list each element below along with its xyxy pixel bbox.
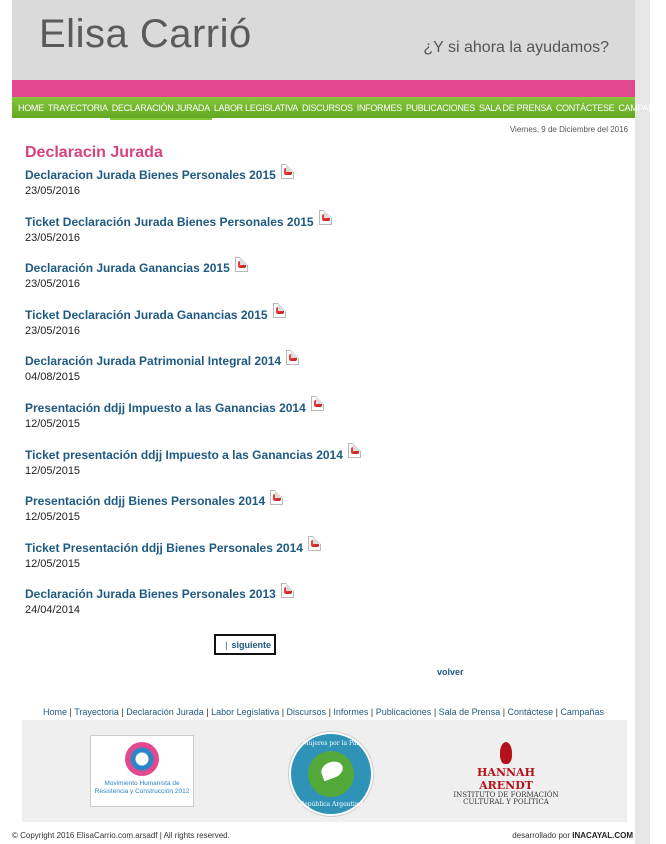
document-date: 23/05/2016 xyxy=(25,278,81,291)
pdf-icon[interactable] xyxy=(281,164,294,179)
tagline: ¿Y si ahora la ayudamos? xyxy=(423,39,609,56)
header xyxy=(12,0,635,80)
document-title: Declaración Jurada Bienes Personales 2013 xyxy=(25,587,276,602)
pdf-icon[interactable] xyxy=(273,303,286,318)
footer-link-trayectoria[interactable]: Trayectoria xyxy=(74,707,119,717)
document-link[interactable] xyxy=(25,214,332,229)
list-item xyxy=(25,166,585,213)
back-link[interactable]: volver xyxy=(437,667,464,677)
list-item xyxy=(25,539,585,586)
main-nav xyxy=(12,97,666,118)
list-item xyxy=(25,306,585,353)
document-date: 23/05/2016 xyxy=(25,185,81,197)
document-title: Presentación ddjj Bienes Personales 2014 xyxy=(25,494,266,509)
right-gutter xyxy=(635,0,650,844)
document-link[interactable] xyxy=(25,587,294,602)
document-link[interactable] xyxy=(25,540,321,555)
site-title[interactable]: Elisa Carrió xyxy=(39,12,252,56)
accent-bar xyxy=(12,80,635,97)
copyright: © Copyright 2016 ElisaCarrio.com.arsadf | All rights reserved. xyxy=(12,831,230,840)
nav-sala-de-prensa[interactable]: SALA DE PRENSA xyxy=(478,102,552,113)
document-link[interactable] xyxy=(25,400,324,415)
document-date: 04/08/2015 xyxy=(25,371,81,384)
document-date: 12/05/2015 xyxy=(25,557,81,570)
footer-link-labor-legislativa[interactable]: Labor Legislativa xyxy=(211,707,280,717)
list-item xyxy=(25,585,585,632)
pdf-icon[interactable] xyxy=(319,210,332,225)
list-item xyxy=(25,259,585,306)
footer-link-discursos[interactable]: Discursos xyxy=(286,707,327,717)
nav-publicaciones[interactable]: PUBLICACIONES xyxy=(405,102,475,113)
movimiento-humanista-logo[interactable] xyxy=(90,735,194,807)
list-item xyxy=(25,446,585,493)
document-title: Ticket Declaración Jurada Bienes Personales 2015 xyxy=(25,214,314,229)
pdf-icon[interactable] xyxy=(270,490,283,505)
logo-ring-text: Mujeres por la Paz xyxy=(302,740,360,747)
document-date: 12/05/2015 xyxy=(25,464,81,477)
section-title: Declaracin Jurada xyxy=(25,144,163,161)
document-title: Declaracion Jurada Bienes Personales 2015 xyxy=(25,168,276,182)
document-title: Ticket Declaración Jurada Ganancias 2015 xyxy=(25,307,268,322)
pagination xyxy=(214,634,276,655)
document-link[interactable] xyxy=(25,494,283,509)
logo-ring-text-bottom: República Argentina xyxy=(299,801,363,808)
document-title: Presentación ddjj Impuesto a las Ganancias 2014 xyxy=(25,400,306,415)
nav-labor-legislativa[interactable]: LABOR LEGISLATIVA xyxy=(213,102,298,113)
document-date: 23/05/2016 xyxy=(25,231,81,244)
page xyxy=(12,0,666,844)
document-title: Ticket Presentación ddjj Bienes Personales 2014 xyxy=(25,540,303,555)
mujeres-por-la-paz-logo[interactable] xyxy=(289,732,373,816)
pdf-icon[interactable] xyxy=(348,443,361,458)
footer-link-sala-de-prensa[interactable]: Sala de Prensa xyxy=(438,707,501,717)
pdf-icon[interactable] xyxy=(235,257,248,272)
document-title: Ticket presentación ddjj Impuesto a las Ganancias 2014 xyxy=(25,447,343,462)
document-list xyxy=(25,166,585,632)
document-title: Declaración Jurada Patrimonial Integral 2014 xyxy=(25,354,282,369)
footer-link-contactese[interactable]: Contáctese xyxy=(507,707,554,717)
list-item xyxy=(25,213,585,260)
footer-nav: Home | Trayectoria | Declaración Jurada | Labor Legislativa | Discursos | Informes | Publicaciones | Sala de Prensa | Contáctese | Campañas xyxy=(43,707,604,717)
nav-campanas[interactable]: CAMPAÑAS xyxy=(618,102,666,113)
logo-caption: Movimiento Humanista de Resistencia y Construcción 2012 xyxy=(94,780,190,795)
logo-name: HANNAH ARENDT xyxy=(477,766,535,792)
nav-informes[interactable]: INFORMES xyxy=(356,102,402,113)
pdf-icon[interactable] xyxy=(286,350,299,365)
developer-credit[interactable] xyxy=(512,831,633,840)
document-date: 12/05/2015 xyxy=(25,417,81,430)
document-date: 12/05/2015 xyxy=(25,511,81,524)
footer-link-home[interactable]: Home xyxy=(43,707,68,717)
next-page-link[interactable]: siguiente xyxy=(231,639,271,650)
document-link[interactable] xyxy=(25,354,299,369)
developer-label: desarrollado por xyxy=(512,831,571,840)
nav-contactese[interactable]: CONTÁCTESE xyxy=(555,102,615,113)
document-date: 24/04/2014 xyxy=(25,604,81,617)
document-link[interactable] xyxy=(25,261,248,276)
pdf-icon[interactable] xyxy=(311,396,324,411)
document-title: Declaración Jurada Ganancias 2015 xyxy=(25,261,230,276)
pdf-icon[interactable] xyxy=(281,583,294,598)
footer-link-informes[interactable]: Informes xyxy=(333,707,369,717)
pdf-icon[interactable] xyxy=(308,536,321,551)
logo-subtitle: INSTITUTO DE FORMACIÓN CULTURAL Y POLÍTICA xyxy=(453,791,559,806)
nav-declaracion-jurada[interactable]: DECLARACIÓN JURADA xyxy=(111,102,210,113)
document-link[interactable] xyxy=(25,307,286,322)
list-item xyxy=(25,399,585,446)
document-link[interactable] xyxy=(25,168,294,183)
current-date: Viernes, 9 de Diciembre del 2016 xyxy=(509,125,628,134)
footer-link-declaracion-jurada[interactable]: Declaración Jurada xyxy=(126,707,204,717)
flame-icon xyxy=(500,742,512,764)
nav-discursos[interactable]: DISCURSOS xyxy=(301,102,353,113)
nav-home[interactable]: HOME xyxy=(18,102,44,113)
developer-name: INACAYAL.COM xyxy=(572,831,633,840)
footer-link-publicaciones[interactable]: Publicaciones xyxy=(375,707,432,717)
nav-trayectoria[interactable]: TRAYECTORIA xyxy=(47,102,108,113)
flower-icon xyxy=(125,742,159,776)
pagination-separator: | xyxy=(225,639,228,650)
footer-link-campanas[interactable]: Campañas xyxy=(560,707,604,717)
document-date: 23/05/2016 xyxy=(25,324,81,337)
hannah-arendt-logo[interactable] xyxy=(450,742,562,806)
list-item xyxy=(25,352,585,399)
partner-logos xyxy=(22,720,627,822)
list-item xyxy=(25,492,585,539)
document-link[interactable] xyxy=(25,447,361,462)
